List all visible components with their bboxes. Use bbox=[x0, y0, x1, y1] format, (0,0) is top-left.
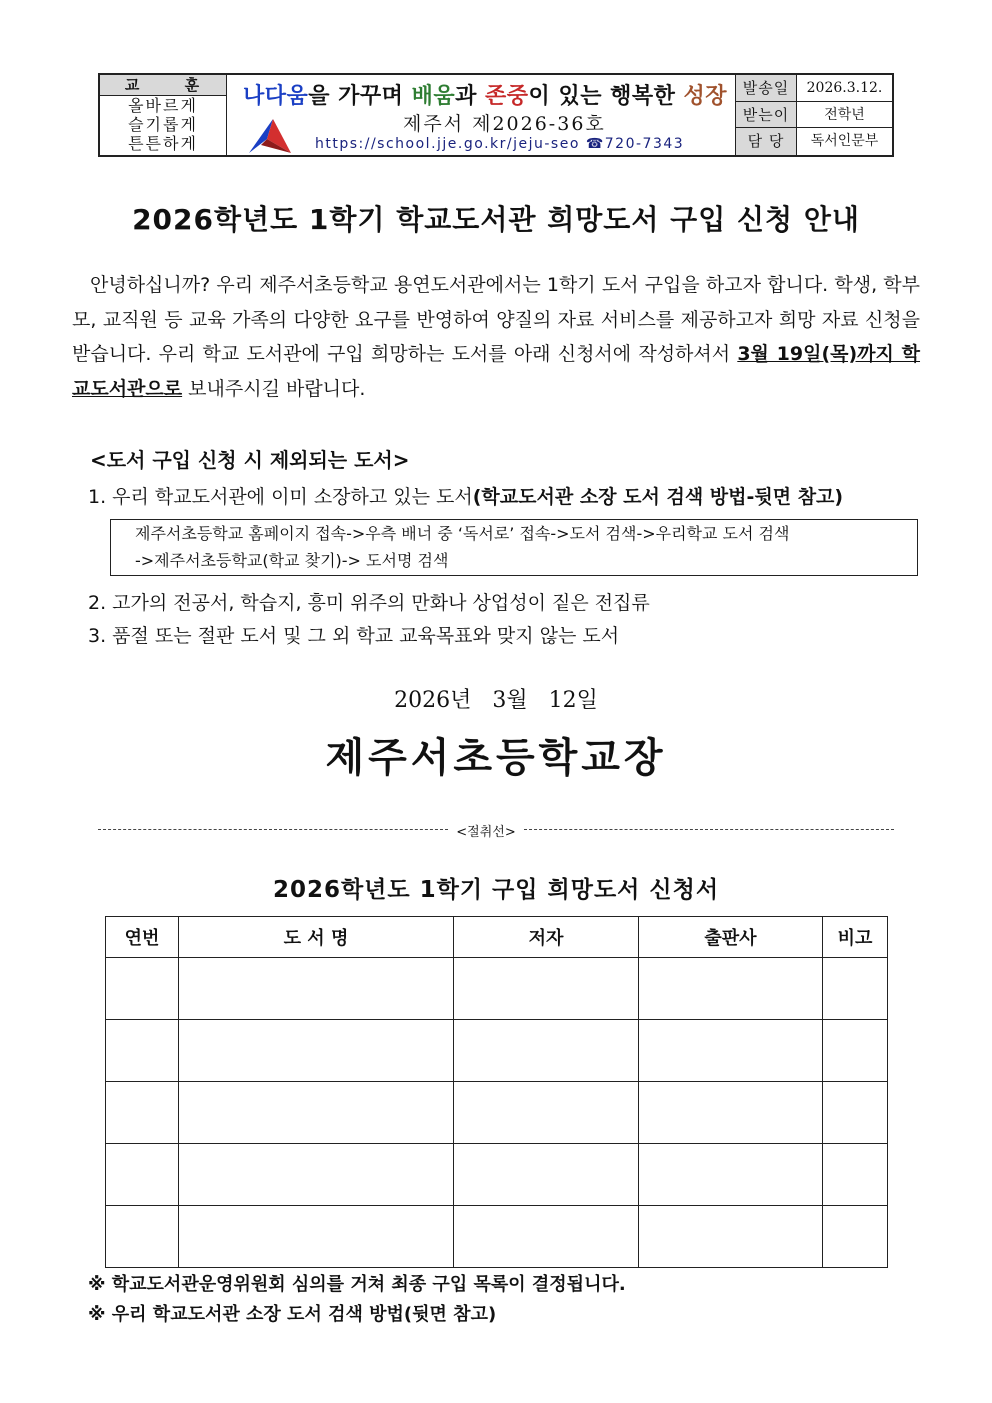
col-author: 저자 bbox=[454, 917, 639, 958]
table-cell[interactable] bbox=[823, 1020, 888, 1082]
table-row bbox=[106, 1144, 888, 1206]
table-cell[interactable] bbox=[823, 958, 888, 1020]
table-cell[interactable] bbox=[639, 958, 823, 1020]
request-form-table bbox=[105, 916, 888, 1268]
table-cell[interactable] bbox=[823, 1144, 888, 1206]
col-number: 연번 bbox=[106, 917, 179, 958]
cut-line-left bbox=[98, 829, 448, 830]
document-number: 제주서 제2026-36호 bbox=[403, 113, 606, 135]
table-cell[interactable] bbox=[639, 1020, 823, 1082]
table-cell[interactable] bbox=[823, 1206, 888, 1268]
note-committee: ※ 학교도서관운영위원회 심의를 거쳐 최종 구입 목록이 결정됩니다. bbox=[88, 1274, 626, 1295]
table-cell[interactable] bbox=[454, 1206, 639, 1268]
school-url-phone: https://school.jje.go.kr/jeju-seo ☎720-7343 bbox=[315, 136, 685, 152]
exclusion-item-1: 1. 우리 학교도서관에 이미 소장하고 있는 도서(학교도서관 소장 도서 검색 방법-뒷면 참고) bbox=[88, 486, 844, 508]
table-cell[interactable] bbox=[454, 958, 639, 1020]
table-cell[interactable] bbox=[179, 958, 454, 1020]
table-row bbox=[106, 1206, 888, 1268]
col-remarks: 비고 bbox=[823, 917, 888, 958]
table-cell[interactable] bbox=[454, 1144, 639, 1206]
form-title: 2026학년도 1학기 구입 희망도서 신청서 bbox=[272, 877, 720, 903]
meta-row-department: 담 당 독서인문부 bbox=[736, 128, 892, 155]
table-cell[interactable] bbox=[639, 1206, 823, 1268]
cut-line-right bbox=[524, 829, 894, 830]
table-cell[interactable] bbox=[179, 1144, 454, 1206]
exclusion-item-3: 3. 품절 또는 절판 도서 및 그 외 학교 교육목표와 맞지 않는 도서 bbox=[88, 625, 620, 647]
table-row bbox=[106, 1082, 888, 1144]
table-cell[interactable] bbox=[106, 958, 179, 1020]
note-search-method: ※ 우리 학교도서관 소장 도서 검색 방법(뒷면 참고) bbox=[88, 1304, 497, 1325]
motto-title: 교 훈 bbox=[100, 75, 226, 96]
table-header-row bbox=[106, 917, 888, 958]
cut-line bbox=[98, 821, 894, 840]
table-cell[interactable] bbox=[106, 1206, 179, 1268]
table-cell[interactable] bbox=[106, 1082, 179, 1144]
col-title: 도 서 명 bbox=[179, 917, 454, 958]
intro-paragraph: 안녕하십니까? 우리 제주서초등학교 용연도서관에서는 1학기 도서 구입을 하고자 합니다. 학생, 학부모, 교직원 등 교육 가족의 다양한 요구를 반영하여 양질의 자료 서비스를 제공하고자 희망 자료 신청을 받습니다. 우리 학교 도서관에 구입 희망하는 도서를 아래 신청서에 작성하셔서 3월 19일(목)까지 학교도서관으로 보내주시길 바랍니다. bbox=[72, 274, 921, 400]
table-cell[interactable] bbox=[639, 1144, 823, 1206]
school-banner bbox=[227, 75, 736, 155]
table-cell[interactable] bbox=[106, 1144, 179, 1206]
exclusion-item-2: 2. 고가의 전공서, 학습지, 흥미 위주의 만화나 상업성이 짙은 전집류 bbox=[88, 592, 650, 614]
dispatch-info bbox=[736, 75, 892, 155]
table-cell[interactable] bbox=[454, 1020, 639, 1082]
exclusions-heading: <도서 구입 신청 시 제외되는 도서> bbox=[90, 448, 410, 472]
motto-line: 슬기롭게 bbox=[128, 115, 198, 134]
search-method-box: 제주서초등학교 홈페이지 접속->우측 배너 중 ‘독서로’ 접속->도서 검색->우리학교 도서 검색 ->제주서초등학교(학교 찾기)-> 도서명 검색 bbox=[110, 519, 918, 576]
school-logo-icon bbox=[247, 115, 293, 155]
school-motto bbox=[100, 75, 227, 155]
col-publisher: 출판사 bbox=[639, 917, 823, 958]
meta-row-recipient: 받는이 전학년 bbox=[736, 102, 892, 129]
deadline-emphasis: 3월 19일(목)까지 학교도서관으로 bbox=[72, 343, 921, 400]
school-header bbox=[98, 73, 894, 157]
table-row bbox=[106, 1020, 888, 1082]
table-cell[interactable] bbox=[106, 1020, 179, 1082]
document-title: 2026학년도 1학기 학교도서관 희망도서 구입 신청 안내 bbox=[132, 203, 860, 236]
table-cell[interactable] bbox=[179, 1206, 454, 1268]
table-row bbox=[106, 958, 888, 1020]
table-cell[interactable] bbox=[639, 1082, 823, 1144]
issue-date: 2026년 3월 12일 bbox=[394, 688, 598, 713]
table-cell[interactable] bbox=[179, 1082, 454, 1144]
school-slogan: 나다움을 가꾸며 배움과 존중이 있는 행복한 성장 bbox=[243, 84, 728, 109]
motto-line: 튼튼하게 bbox=[128, 134, 198, 153]
meta-row-send-date: 발송일 2026.3.12. bbox=[736, 75, 892, 102]
table-cell[interactable] bbox=[179, 1020, 454, 1082]
table-cell[interactable] bbox=[454, 1082, 639, 1144]
cut-line-label: <절취선> bbox=[448, 821, 524, 840]
table-cell[interactable] bbox=[823, 1082, 888, 1144]
motto-line: 올바르게 bbox=[128, 96, 198, 115]
principal-signature: 제주서초등학교장 bbox=[325, 734, 667, 781]
